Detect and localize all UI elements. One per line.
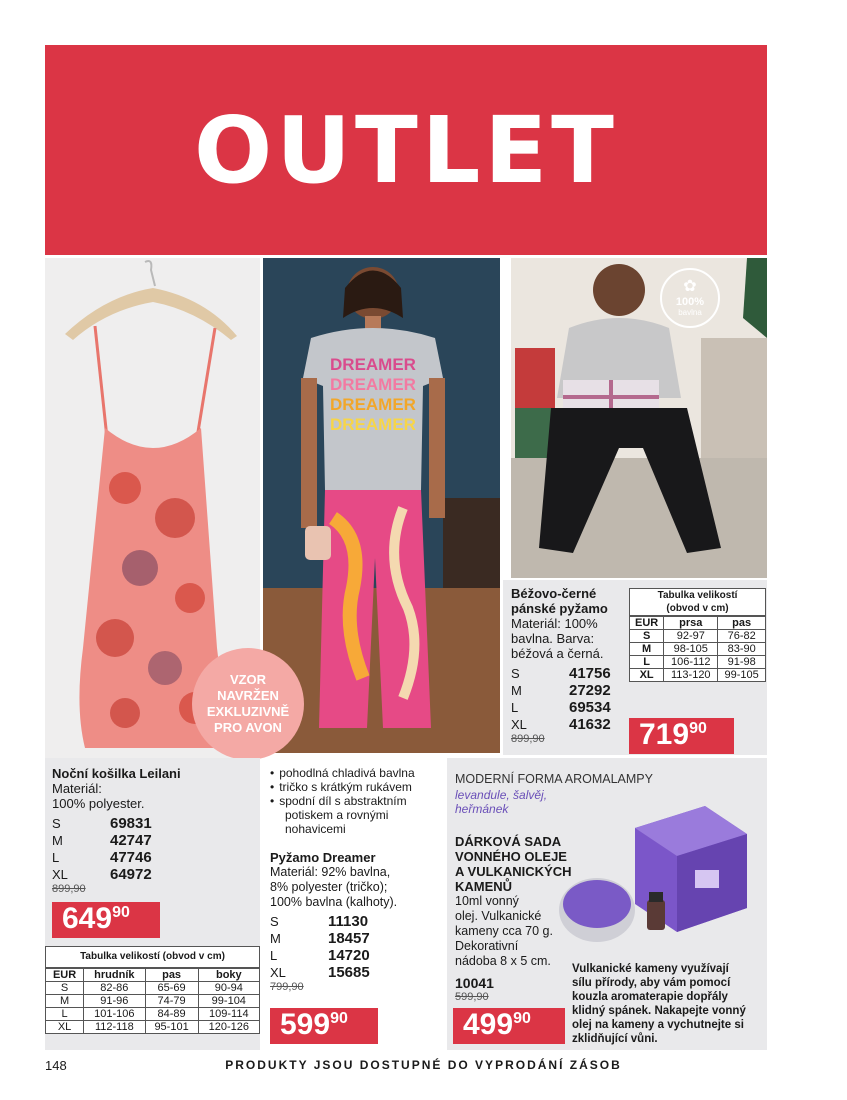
- note-line-3: kouzla aromaterapie dopřály: [572, 991, 728, 1003]
- table-row: [46, 995, 260, 1008]
- leilani-price-tag: [52, 902, 160, 938]
- size-label: L: [511, 700, 519, 715]
- price-main: 599: [280, 1008, 331, 1041]
- scents-line-1: levandule, šalvěj,: [455, 788, 548, 802]
- dreamer-name: Pyžamo Dreamer: [270, 850, 376, 865]
- leilani-material-label: Materiál:: [52, 781, 102, 796]
- table-cell: 65-69: [145, 982, 198, 995]
- aroma-set-illustration: [555, 800, 760, 960]
- mens-size-row: [511, 699, 629, 716]
- table-row: [46, 982, 260, 995]
- aroma-note: [572, 962, 762, 1046]
- scents-line-2: heřmánek: [455, 802, 509, 816]
- cotton-word: bavlna: [678, 308, 702, 317]
- dreamer-size-row: [270, 913, 445, 930]
- mens-desc-line-3: béžová a černá.: [511, 646, 604, 661]
- note-line-6: zklidňující vůni.: [572, 1033, 658, 1045]
- product-code: 18457: [328, 930, 370, 947]
- mens-table-title-line-2: (obvod v cm): [666, 603, 729, 614]
- size-label: XL: [511, 717, 527, 732]
- note-line-1: Vulkanické kameny využívají: [572, 963, 729, 975]
- mens-table-title: [629, 588, 766, 616]
- mens-size-table: [629, 588, 766, 682]
- aroma-price-tag: [453, 1008, 565, 1044]
- size-label: M: [511, 683, 522, 698]
- leilani-size-row: [52, 832, 252, 849]
- size-label: M: [52, 833, 63, 848]
- mens-size-row: [511, 665, 629, 682]
- dreamer-illustration: [263, 258, 500, 753]
- mens-table-title-line-1: Tabulka velikostí: [657, 590, 738, 601]
- table-cell: 91-96: [84, 995, 145, 1008]
- badge-line-2: NAVRŽEN: [217, 688, 279, 703]
- aroma-desc-line-3: kameny cca 70 g.: [455, 924, 553, 938]
- aroma-desc-line-1: 10ml vonný: [455, 894, 519, 908]
- footer-note: PRODUKTY JSOU DOSTUPNÉ DO VYPRODÁNÍ ZÁSOB: [225, 1058, 622, 1072]
- table-cell: S: [630, 630, 664, 643]
- table-cell: 120-126: [198, 1021, 259, 1034]
- table-cell: S: [46, 982, 84, 995]
- price-main: 649: [62, 902, 113, 935]
- table-cell: 91-98: [718, 656, 766, 669]
- price-main: 719: [639, 718, 690, 751]
- product-code: 11130: [328, 913, 369, 930]
- leilani-size-table: [45, 946, 260, 1034]
- dreamer-material-line-1: Materiál: 92% bavlna,: [270, 865, 391, 879]
- table-cell: 99-104: [198, 995, 259, 1008]
- exclusive-pattern-badge: [192, 648, 304, 760]
- feature-item: • pohodlná chladivá bavlna: [270, 766, 445, 780]
- table-row: [630, 656, 766, 669]
- table-row: [46, 1021, 260, 1034]
- product-code: 27292: [569, 682, 611, 699]
- table-header: EUR: [46, 969, 84, 982]
- mens-name-line-1: Béžovo-černé: [511, 586, 597, 601]
- dreamer-size-row: [270, 964, 445, 981]
- table-header-row: [46, 969, 260, 982]
- badge-line-1: VZOR: [229, 672, 267, 687]
- table-cell: 112-118: [84, 1021, 145, 1034]
- mens-price-tag: [629, 718, 734, 754]
- leilani-table-title: Tabulka velikostí (obvod v cm): [45, 946, 260, 968]
- mens-pajama-illustration: [511, 258, 767, 578]
- table-cell: 92-97: [664, 630, 718, 643]
- cotton-badge: [660, 268, 720, 328]
- leilani-table: [45, 968, 260, 1034]
- tshirt-print-4: DREAMER: [330, 415, 416, 434]
- dreamer-price-tag: [270, 1008, 378, 1044]
- aroma-product-image: [555, 800, 760, 960]
- aroma-heading: MODERNÍ FORMA AROMALAMPY: [455, 772, 653, 786]
- table-header: pas: [718, 617, 766, 630]
- table-cell: M: [630, 643, 664, 656]
- aroma-desc-line-2: olej. Vulkanické: [455, 909, 542, 923]
- table-cell: 76-82: [718, 630, 766, 643]
- cotton-percent: 100%: [675, 296, 705, 308]
- leilani-name: Noční košilka Leilani: [52, 766, 181, 781]
- dreamer-old-price: 799,90: [270, 981, 304, 993]
- mens-size-list: [511, 665, 629, 733]
- table-cell: 83-90: [718, 643, 766, 656]
- table-cell: L: [630, 656, 664, 669]
- feature-item-continued: potiskem a rovnými: [285, 808, 389, 822]
- dreamer-material-line-2: 8% polyester (tričko);: [270, 880, 388, 894]
- aroma-desc-line-5: nádoba 8 x 5 cm.: [455, 954, 551, 968]
- product-code: 64972: [110, 866, 152, 883]
- table-cell: M: [46, 995, 84, 1008]
- table-cell: 106-112: [664, 656, 718, 669]
- leilani-old-price: 899,90: [52, 883, 86, 895]
- feature-item: • spodní díl s abstraktním: [270, 794, 445, 808]
- product-code: 41632: [569, 716, 611, 733]
- product-code: 42747: [110, 832, 152, 849]
- note-line-2: sílu přírody, aby vám pomocí: [572, 977, 731, 989]
- table-cell: L: [46, 1008, 84, 1021]
- aroma-desc-line-4: Dekorativní: [455, 939, 519, 953]
- aroma-code: 10041: [455, 975, 494, 991]
- table-cell: 99-105: [718, 669, 766, 682]
- table-header: prsa: [664, 617, 718, 630]
- note-line-4: klidný spánek. Nakapejte vonný: [572, 1005, 746, 1017]
- aroma-name-line-2: VONNÉHO OLEJE: [455, 849, 567, 864]
- aroma-name-line-1: DÁRKOVÁ SADA: [455, 834, 562, 849]
- size-label: L: [52, 850, 60, 865]
- tshirt-print-3: DREAMER: [330, 395, 416, 414]
- page-number: 148: [45, 1058, 67, 1073]
- size-label: L: [270, 948, 278, 963]
- table-row: [630, 669, 766, 682]
- table-cell: 101-106: [84, 1008, 145, 1021]
- mens-product-info: [511, 586, 629, 745]
- outlet-banner: [45, 45, 767, 255]
- leilani-size-row: [52, 815, 252, 832]
- leilani-size-row: [52, 849, 252, 866]
- size-label: S: [511, 666, 520, 681]
- product-code: 41756: [569, 665, 611, 682]
- mens-old-price: 899,90: [511, 733, 545, 745]
- table-cell: 113-120: [664, 669, 718, 682]
- mens-desc-line-2: bavlna. Barva:: [511, 631, 595, 646]
- size-label: XL: [52, 867, 68, 882]
- table-cell: 74-79: [145, 995, 198, 1008]
- note-line-5: olej na kameny a vychutnejte si: [572, 1019, 744, 1031]
- size-label: S: [270, 914, 279, 929]
- aroma-name-line-4: KAMENŮ: [455, 879, 513, 894]
- table-row: [630, 643, 766, 656]
- table-cell: 98-105: [664, 643, 718, 656]
- aroma-scents: [455, 788, 547, 816]
- table-row: [630, 630, 766, 643]
- table-cell: 82-86: [84, 982, 145, 995]
- mens-size-row: [511, 716, 629, 733]
- size-label: S: [52, 816, 61, 831]
- leilani-material: 100% polyester.: [52, 796, 145, 811]
- table-cell: 84-89: [145, 1008, 198, 1021]
- table-row: [46, 1008, 260, 1021]
- mens-size-row: [511, 682, 629, 699]
- mens-name-line-2: pánské pyžamo: [511, 601, 608, 616]
- size-label: M: [270, 931, 281, 946]
- mens-table: [629, 616, 766, 682]
- dreamer-product-info: [270, 766, 445, 993]
- dreamer-size-row: [270, 947, 445, 964]
- product-code: 69831: [110, 815, 152, 832]
- table-cell: XL: [630, 669, 664, 682]
- aroma-old-price: 599,90: [455, 991, 489, 1003]
- leilani-product-info: [52, 766, 252, 895]
- cotton-icon: ✿: [683, 278, 697, 295]
- table-cell: XL: [46, 1021, 84, 1034]
- dreamer-size-row: [270, 930, 445, 947]
- size-label: XL: [270, 965, 286, 980]
- dreamer-photo: [263, 258, 500, 753]
- mens-pajama-photo: [511, 258, 767, 578]
- tshirt-print-1: DREAMER: [330, 355, 416, 374]
- product-code: 15685: [328, 964, 370, 981]
- table-cell: 90-94: [198, 982, 259, 995]
- price-cents: 90: [112, 904, 130, 921]
- table-header: pas: [145, 969, 198, 982]
- badge-line-4: PRO AVON: [214, 720, 282, 735]
- product-code: 69534: [569, 699, 611, 716]
- dreamer-material-line-3: 100% bavlna (kalhoty).: [270, 895, 398, 909]
- badge-line-3: EXKLUZIVNĚ: [206, 704, 290, 719]
- price-cents: 90: [330, 1010, 348, 1027]
- dreamer-size-list: [270, 913, 445, 981]
- product-code: 14720: [328, 947, 370, 964]
- feature-item-continued: nohavicemi: [285, 822, 346, 836]
- table-header: boky: [198, 969, 259, 982]
- leilani-size-row: [52, 866, 252, 883]
- product-code: 47746: [110, 849, 152, 866]
- table-header-row: [630, 617, 766, 630]
- price-cents: 90: [689, 720, 707, 737]
- feature-item: • tričko s krátkým rukávem: [270, 780, 445, 794]
- price-main: 499: [463, 1008, 514, 1041]
- banner-title: OUTLET: [194, 96, 618, 204]
- aroma-name-line-3: A VULKANICKÝCH: [455, 864, 572, 879]
- mens-desc-line-1: Materiál: 100%: [511, 616, 598, 631]
- tshirt-print-2: DREAMER: [330, 375, 416, 394]
- table-header: EUR: [630, 617, 664, 630]
- price-cents: 90: [513, 1010, 531, 1027]
- table-cell: 95-101: [145, 1021, 198, 1034]
- table-cell: 109-114: [198, 1008, 259, 1021]
- dreamer-features: [270, 766, 445, 808]
- table-header: hrudník: [84, 969, 145, 982]
- leilani-size-list: [52, 815, 252, 883]
